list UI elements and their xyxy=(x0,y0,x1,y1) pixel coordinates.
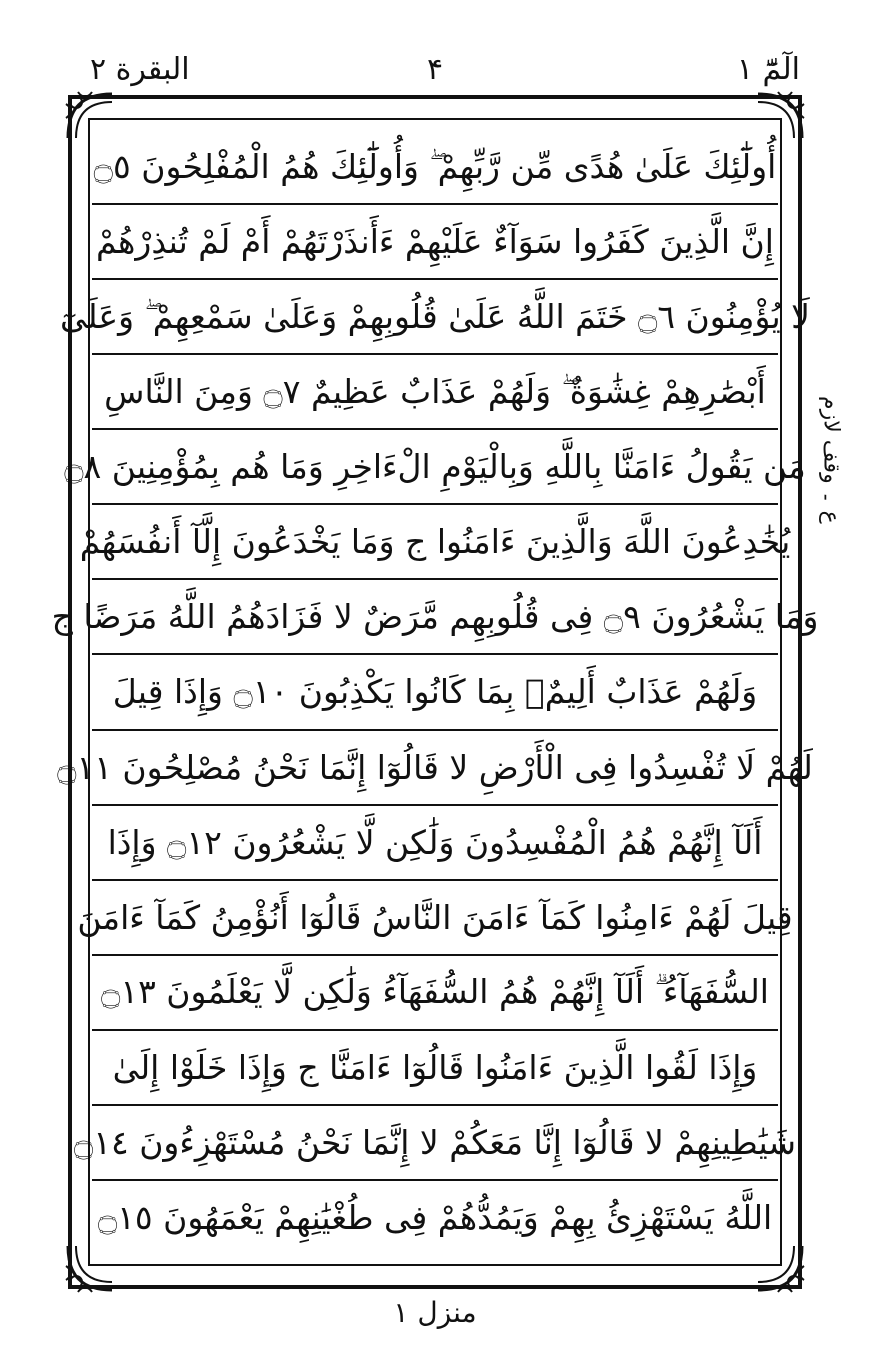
verse-line: قِيلَ لَهُمْ ءَامِنُوا كَمَآ ءَامَنَ النَّاسُ قَالُوٓا أَنُؤْمِنُ كَمَآ ءَامَنَ xyxy=(92,881,778,956)
verse-line: وَلَهُمْ عَذَابٌ أَلِيمٌۢ بِمَا كَانُوا يَكْذِبُونَ ۝١٠ وَإِذَا قِيلَ xyxy=(92,655,778,730)
margin-note-text: ع ۔ وقف لازم xyxy=(818,396,844,524)
verse-lines xyxy=(51,130,819,1254)
page-number: ۴ xyxy=(426,52,444,87)
verse-line: أَلَآ إِنَّهُمْ هُمُ الْمُفْسِدُونَ وَلَٰكِن لَّا يَشْعُرُونَ ۝١٢ وَإِذَا xyxy=(92,806,778,881)
verse-line: مَن يَقُولُ ءَامَنَّا بِاللَّهِ وَبِالْيَوْمِ الْءَاخِرِ وَمَا هُم بِمُؤْمِنِينَ ۝٨ xyxy=(92,430,778,505)
verse-line: يُخَٰدِعُونَ اللَّهَ وَالَّذِينَ ءَامَنُوا ج وَمَا يَخْدَعُونَ إِلَّآ أَنفُسَهُمْ xyxy=(92,505,778,580)
manzil-footer: منزل ١ xyxy=(393,1296,477,1329)
verse-line: اللَّهُ يَسْتَهْزِئُ بِهِمْ وَيَمُدُّهُمْ فِى طُغْيَٰنِهِمْ يَعْمَهُونَ ۝١٥ xyxy=(97,1197,773,1237)
verse-line: لَا يُؤْمِنُونَ ۝٦ خَتَمَ اللَّهُ عَلَىٰ قُلُوبِهِمْ وَعَلَىٰ سَمْعِهِمْ ۖ وَعَلَىٰٓ xyxy=(92,280,778,355)
verse-line: وَإِذَا لَقُوا الَّذِينَ ءَامَنُوا قَالُوٓا ءَامَنَّا ج وَإِذَا خَلَوْا إِلَىٰ xyxy=(92,1031,778,1106)
margin-note xyxy=(806,360,856,560)
verse-line: أُولَٰٓئِكَ عَلَىٰ هُدًى مِّن رَّبِّهِمْ ۖ وَأُولَٰٓئِكَ هُمُ الْمُفْلِحُونَ ۝٥ xyxy=(92,130,778,205)
verse-line: إِنَّ الَّذِينَ كَفَرُوا سَوَآءٌ عَلَيْهِمْ ءَأَنذَرْتَهُمْ أَمْ لَمْ تُنذِرْهُمْ xyxy=(92,205,778,280)
surah-title: البقرة ٢ xyxy=(90,52,190,87)
verse-line: أَبْصَٰرِهِمْ غِشَٰوَةٌ ۖ وَلَهُمْ عَذَابٌ عَظِيمٌ ۝٧ وَمِنَ النَّاسِ xyxy=(92,355,778,430)
verse-line: شَيَٰطِينِهِمْ لا قَالُوٓا إِنَّا مَعَكُمْ لا إِنَّمَا نَحْنُ مُسْتَهْزِءُونَ ۝١٤ xyxy=(92,1106,778,1181)
juz-title: الٓمّٓ ١ xyxy=(736,52,800,87)
verse-line: لَهُمْ لَا تُفْسِدُوا فِى الْأَرْضِ لا قَالُوٓا إِنَّمَا نَحْنُ مُصْلِحُونَ ۝١١ xyxy=(92,731,778,806)
verse-line: وَمَا يَشْعُرُونَ ۝٩ فِى قُلُوبِهِم مَّرَضٌ لا فَزَادَهُمُ اللَّهُ مَرَضًا ج xyxy=(92,580,778,655)
page-header xyxy=(70,52,800,92)
verse-line: السُّفَهَآءُ ۗ أَلَآ إِنَّهُمْ هُمُ السُّفَهَآءُ وَلَٰكِن لَّا يَعْلَمُونَ ۝١٣ xyxy=(92,956,778,1031)
